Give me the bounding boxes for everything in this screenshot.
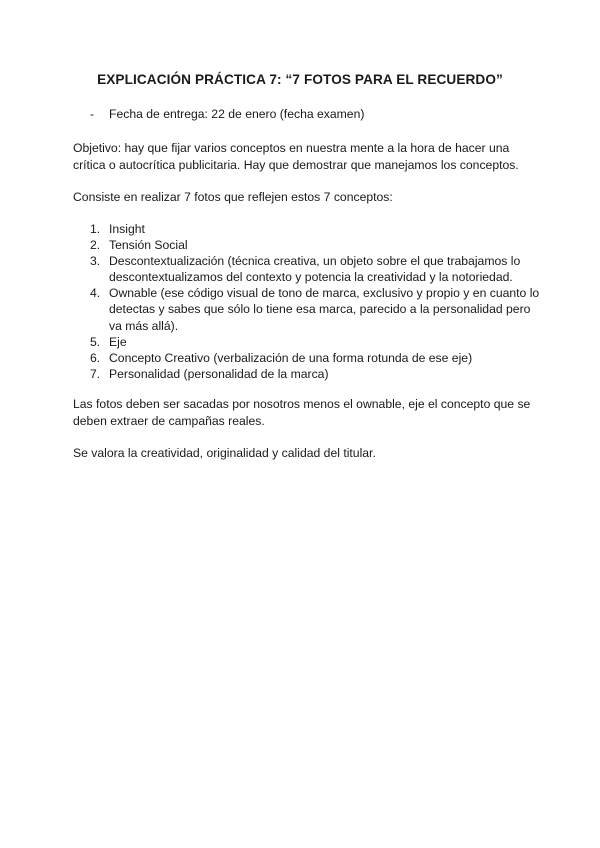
list-text: Tensión Social [109,238,188,253]
list-text: Personalidad (personalidad de la marca) [109,366,329,381]
list-item [90,366,540,382]
list-text: Insight [109,222,145,236]
list-text: Ownable (ese código visual de tono de marca, exclusivo y propio y en cuanto lo detectas y sabes que sólo lo tiene esa marca, parecido a la personalidad pero va más allá). [109,286,540,333]
list-item [90,253,540,285]
list-text: Concepto Creativo (verbalización de una forma rotunda de ese eje) [109,350,473,365]
concepts-list [90,221,540,382]
list-number: 2. [90,238,101,253]
objective-paragraph: Objetivo: hay que fijar varios conceptos en nuestra mente a la hora de hacer una crítica o autocrítica publicitaria. Hay que demostrar que manejamos los conceptos. [73,141,519,172]
list-number: 5. [90,334,101,349]
list-item [90,285,540,333]
list-text: Descontextualización (técnica creativa, un objeto sobre el que trabajamos lo descontextualizamos del contexto y potencia la creatividad y la notoriedad. [109,254,521,285]
list-item [90,237,540,253]
intro-paragraph: Consiste en realizar 7 fotos que reflejen estos 7 conceptos: [73,190,393,204]
delivery-date-text: Fecha de entrega: 22 de enero (fecha examen) [109,107,365,121]
photos-paragraph: Las fotos deben ser sacadas por nosotros menos el ownable, eje el concepto que se deben extraer de campañas reales. [73,397,531,428]
bullet-marker: - [90,107,95,121]
list-item [90,350,540,366]
list-number: 1. [90,222,101,236]
list-item [90,334,540,350]
list-item [90,221,540,237]
list-number: 6. [90,350,101,365]
list-text: Eje [109,334,127,349]
document-title: EXPLICACIÓN PRÁCTICA 7: “7 FOTOS PARA EL RECUERDO” [97,72,503,87]
list-number: 7. [90,366,101,381]
list-number: 3. [90,254,101,269]
evaluation-paragraph: Se valora la creatividad, originalidad y calidad del titular. [73,446,376,460]
list-number: 4. [90,286,101,301]
delivery-date-bullet [90,106,364,122]
